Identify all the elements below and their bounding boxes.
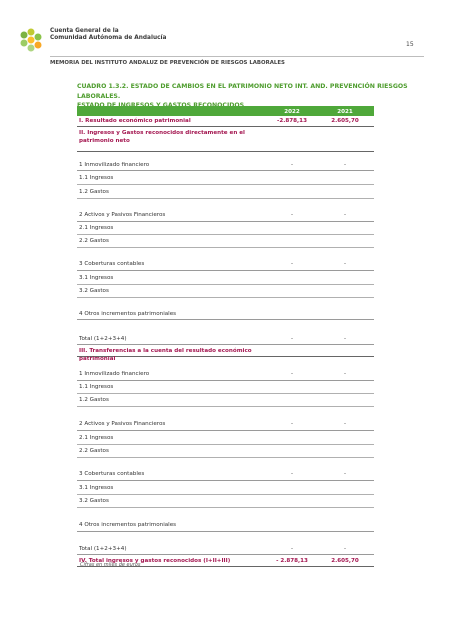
table-spacer-row bbox=[77, 199, 374, 209]
row-label: 3.2 Gastos bbox=[79, 288, 109, 294]
row-label: IV. Total ingresos y gastos reconocidos (I+II+III) bbox=[79, 557, 231, 564]
table-row bbox=[77, 445, 374, 458]
value-2022: -2.878,13 bbox=[277, 118, 307, 124]
table-row bbox=[77, 116, 374, 127]
table-row bbox=[77, 345, 374, 362]
income-expense-table bbox=[77, 106, 374, 567]
value-2021: 2.605,70 bbox=[331, 118, 359, 124]
column-header-2021: 2021 bbox=[337, 109, 353, 115]
table-row bbox=[77, 417, 374, 431]
value-2021: - bbox=[343, 161, 347, 168]
logo-icon bbox=[19, 28, 45, 54]
row-label: 4 Otros incrementos patrimoniales bbox=[79, 521, 177, 528]
row-label: 1.1 Ingresos bbox=[79, 174, 114, 181]
table-row bbox=[77, 381, 374, 394]
value-2022: - bbox=[290, 370, 294, 377]
value-2022: - bbox=[290, 471, 294, 477]
table-row bbox=[77, 333, 374, 345]
footnote: Cifras en miles de euros bbox=[80, 562, 141, 568]
table-row bbox=[77, 271, 374, 285]
document-subtitle: MEMORIA DEL INSTITUTO ANDALUZ DE PREVENCIÓN DE RIESGOS LABORALES bbox=[50, 60, 285, 66]
org-line-1: Cuenta General de la bbox=[50, 28, 119, 34]
row-label: 2 Activos y Pasivos Financieros bbox=[79, 212, 166, 218]
row-label: 1.2 Gastos bbox=[79, 397, 109, 403]
value-2022: - bbox=[290, 545, 294, 552]
table-row bbox=[77, 222, 374, 235]
value-2021: 2.605,70 bbox=[331, 557, 359, 564]
table-row bbox=[77, 285, 374, 298]
table-title-line-1: CUADRO 1.3.2. ESTADO DE CAMBIOS EN EL PATRIMONIO NETO INT. AND. PREVENCIÓN RIESGOS LABORALES. bbox=[77, 83, 408, 100]
table-spacer-row bbox=[77, 458, 374, 468]
value-2021: - bbox=[343, 261, 347, 267]
table-spacer-row bbox=[77, 320, 374, 333]
row-label: 3.2 Gastos bbox=[79, 498, 109, 504]
table-body bbox=[77, 116, 374, 567]
table-header-row bbox=[77, 106, 374, 116]
table-row bbox=[77, 159, 374, 171]
value-2021: - bbox=[343, 545, 347, 552]
row-label: 1 Inmovilizado financiero bbox=[79, 370, 150, 377]
table-row bbox=[77, 518, 374, 532]
organization-name bbox=[50, 28, 166, 42]
row-label: Total (1+2+3+4) bbox=[79, 545, 127, 552]
value-2022: - bbox=[290, 420, 294, 427]
table-spacer-row bbox=[77, 532, 374, 543]
row-label: I. Resultado económico patrimonial bbox=[79, 118, 191, 124]
row-label: 2.1 Ingresos bbox=[79, 434, 114, 441]
table-row bbox=[77, 258, 374, 271]
column-header-2022: 2022 bbox=[284, 109, 300, 115]
row-label: 3 Coberturas contables bbox=[79, 471, 145, 477]
table-row bbox=[77, 308, 374, 320]
table-spacer-row bbox=[77, 298, 374, 308]
table-spacer-row bbox=[77, 357, 374, 367]
table-row bbox=[77, 431, 374, 445]
table-spacer-row bbox=[77, 508, 374, 518]
row-label: 3 Coberturas contables bbox=[79, 261, 145, 267]
table-row bbox=[77, 367, 374, 381]
row-label: 1.2 Gastos bbox=[79, 188, 109, 195]
row-label: 2 Activos y Pasivos Financieros bbox=[79, 420, 166, 427]
value-2022: - bbox=[290, 335, 294, 342]
org-line-2: Comunidad Autónoma de Andalucía bbox=[50, 35, 167, 42]
table-row bbox=[77, 127, 374, 152]
value-2021: - bbox=[343, 335, 347, 342]
row-label: 2.2 Gastos bbox=[79, 238, 109, 244]
page-number: 15 bbox=[406, 41, 414, 48]
value-2021: - bbox=[343, 471, 347, 477]
row-label: 3.1 Ingresos bbox=[79, 274, 114, 281]
row-label: 1.1 Ingresos bbox=[79, 384, 114, 390]
row-label: Total (1+2+3+4) bbox=[79, 335, 127, 342]
table-row bbox=[77, 481, 374, 495]
value-2022: - bbox=[290, 161, 294, 168]
table-row bbox=[77, 171, 374, 185]
row-label: 2.2 Gastos bbox=[79, 448, 109, 454]
table-row bbox=[77, 543, 374, 555]
table-spacer-row bbox=[77, 407, 374, 417]
value-2022: - bbox=[290, 261, 294, 267]
value-2022: - bbox=[290, 212, 294, 218]
table-row bbox=[77, 468, 374, 481]
value-2021: - bbox=[343, 212, 347, 218]
table-row bbox=[77, 185, 374, 199]
table-row bbox=[77, 495, 374, 508]
table-spacer-row bbox=[77, 152, 374, 159]
row-label: III. Transferencias a la cuenta del resultado económico patrimonial bbox=[79, 347, 252, 362]
value-2021: - bbox=[343, 420, 347, 427]
table-spacer-row bbox=[77, 248, 374, 258]
value-2022: - 2.878,13 bbox=[276, 557, 308, 564]
row-label: 4 Otros incrementos patrimoniales bbox=[79, 310, 177, 317]
table-row bbox=[77, 209, 374, 222]
row-label: 2.1 Ingresos bbox=[79, 225, 114, 231]
row-label: 3.1 Ingresos bbox=[79, 484, 114, 491]
row-label: II. Ingresos y Gastos reconocidos directamente en el patrimonio neto bbox=[79, 130, 245, 144]
value-2021: - bbox=[343, 370, 347, 377]
header-divider bbox=[50, 56, 424, 57]
table-row bbox=[77, 394, 374, 407]
row-label: 1 Inmovilizado financiero bbox=[79, 161, 150, 168]
table-row bbox=[77, 235, 374, 248]
